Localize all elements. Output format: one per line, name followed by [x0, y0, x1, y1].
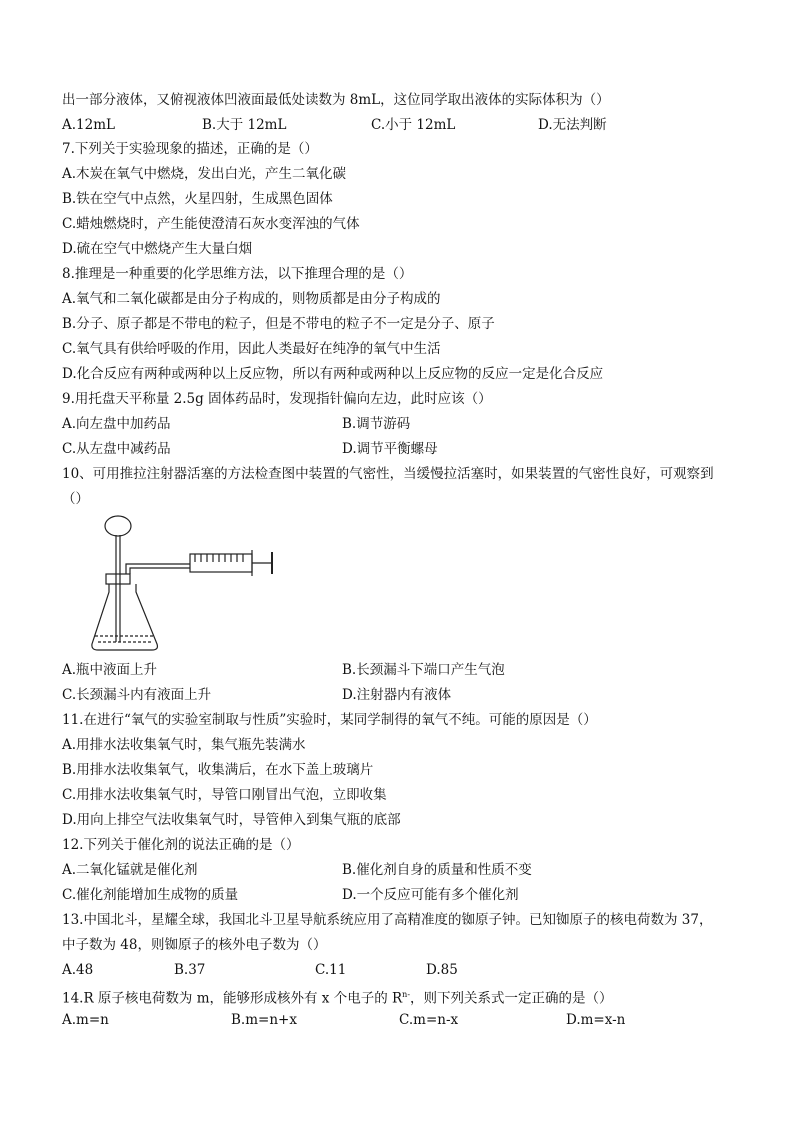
- q12-option-b: B.催化剂自身的质量和性质不变: [342, 862, 532, 878]
- q7-stem: 7.下列关于实验现象的描述，正确的是（）: [62, 141, 318, 157]
- q9-stem: 9.用托盘天平称量 2.5g 固体药品时，发现指针偏向左边，此时应该（）: [62, 391, 492, 407]
- q10-option-a: A.瓶中液面上升: [62, 662, 158, 678]
- airtightness-apparatus-diagram: [90, 512, 290, 657]
- q13-option-a: A.48: [62, 962, 94, 978]
- q14-stem: [62, 986, 613, 1008]
- q14-option-a: A.m=n: [62, 1012, 109, 1028]
- q10-option-d: D.注射器内有液体: [342, 687, 452, 703]
- q13-stem-line2: 中子数为 48，则铷原子的核外电子数为（）: [62, 937, 327, 953]
- q6-option-c: C.小于 12mL: [371, 117, 456, 133]
- q8-stem: 8.推理是一种重要的化学思维方法，以下推理合理的是（）: [62, 266, 413, 282]
- q8-option-d: D.化合反应有两种或两种以上反应物，所以有两种或两种以上反应物的反应一定是化合反应: [62, 366, 604, 382]
- q8-option-c: C.氧气具有供给呼吸的作用，因此人类最好在纯净的氧气中生活: [62, 341, 441, 357]
- q6-option-d: D.无法判断: [538, 117, 607, 133]
- q11-option-a: A.用排水法收集氧气时，集气瓶先装满水: [62, 737, 306, 753]
- q13-option-d: D.85: [426, 962, 458, 978]
- conical-flask: [92, 584, 158, 650]
- q6-stem-continuation: 出一部分液体，又俯视液体凹液面最低处读数为 8mL，这位同学取出液体的实际体积为（）: [62, 92, 610, 108]
- q13-option-c: C.11: [315, 962, 347, 978]
- q13-option-b: B.37: [174, 962, 206, 978]
- q9-option-a: A.向左盘中加药品: [62, 416, 171, 432]
- q14-stem-prefix: 14.R 原子核电荷数为 m，能够形成核外有 x 个电子的 R: [62, 990, 403, 1007]
- q11-option-b: B.用排水法收集氧气，收集满后，在水下盖上玻璃片: [62, 762, 374, 778]
- q13-stem-line1: 13.中国北斗，星耀全球，我国北斗卫星导航系统应用了高精准度的铷原子钟。已知铷原子的核电荷数为 37，: [62, 912, 713, 928]
- q12-stem: 12.下列关于催化剂的说法正确的是（）: [62, 837, 300, 853]
- q7-option-a: A.木炭在氧气中燃烧，发出白光，产生二氧化碳: [62, 166, 347, 182]
- q9-option-c: C.从左盘中减药品: [62, 441, 171, 457]
- q10-stem-line2: （）: [62, 491, 89, 507]
- q10-option-c: C.长颈漏斗内有液面上升: [62, 687, 212, 703]
- q14-option-b: B.m=n+x: [231, 1012, 297, 1028]
- q11-option-d: D.用向上排空气法收集氧气时，导管伸入到集气瓶的底部: [62, 812, 401, 828]
- q8-option-b: B.分子、原子都是不带电的粒子，但是不带电的粒子不一定是分子、原子: [62, 316, 495, 332]
- funnel-bulb: [105, 516, 131, 536]
- delivery-tube-upper: [126, 564, 190, 574]
- q8-option-a: A.氧气和二氧化碳都是由分子构成的，则物质都是由分子构成的: [62, 291, 441, 307]
- q10-stem-line1: 10、可用推拉注射器活塞的方法检查图中装置的气密性，当缓慢拉活塞时，如果装置的气密性良好，可观察到: [62, 466, 714, 482]
- stopper: [106, 574, 130, 584]
- q14-stem-suffix: ，则下列关系式一定正确的是（）: [410, 990, 613, 1007]
- q10-option-b: B.长颈漏斗下端口产生气泡: [342, 662, 505, 678]
- q14-ion-charge: n-: [402, 990, 411, 999]
- delivery-tube-lower: [130, 568, 190, 574]
- q11-stem: 11.在进行“氧气的实验室制取与性质”实验时，某同学制得的氧气不纯。可能的原因是（）: [62, 712, 597, 728]
- q14-option-d: D.m=x-n: [566, 1012, 626, 1028]
- q7-option-c: C.蜡烛燃烧时，产生能使澄清石灰水变浑浊的气体: [62, 216, 360, 232]
- q14-option-c: C.m=n-x: [399, 1012, 459, 1028]
- q11-option-c: C.用排水法收集氧气时，导管口刚冒出气泡，立即收集: [62, 787, 387, 803]
- q12-option-c: C.催化剂能增加生成物的质量: [62, 887, 239, 903]
- q7-option-b: B.铁在空气中点然，火星四射，生成黑色固体: [62, 191, 333, 207]
- q9-option-b: B.调节游码: [342, 416, 411, 432]
- q12-option-d: D.一个反应可能有多个催化剂: [342, 887, 519, 903]
- q7-option-d: D.硫在空气中燃烧产生大量白烟: [62, 241, 253, 257]
- q6-option-a: A.12mL: [62, 117, 115, 133]
- q12-option-a: A.二氧化锰就是催化剂: [62, 862, 198, 878]
- q6-option-b: B.大于 12mL: [202, 117, 287, 133]
- q9-option-d: D.调节平衡螺母: [342, 441, 438, 457]
